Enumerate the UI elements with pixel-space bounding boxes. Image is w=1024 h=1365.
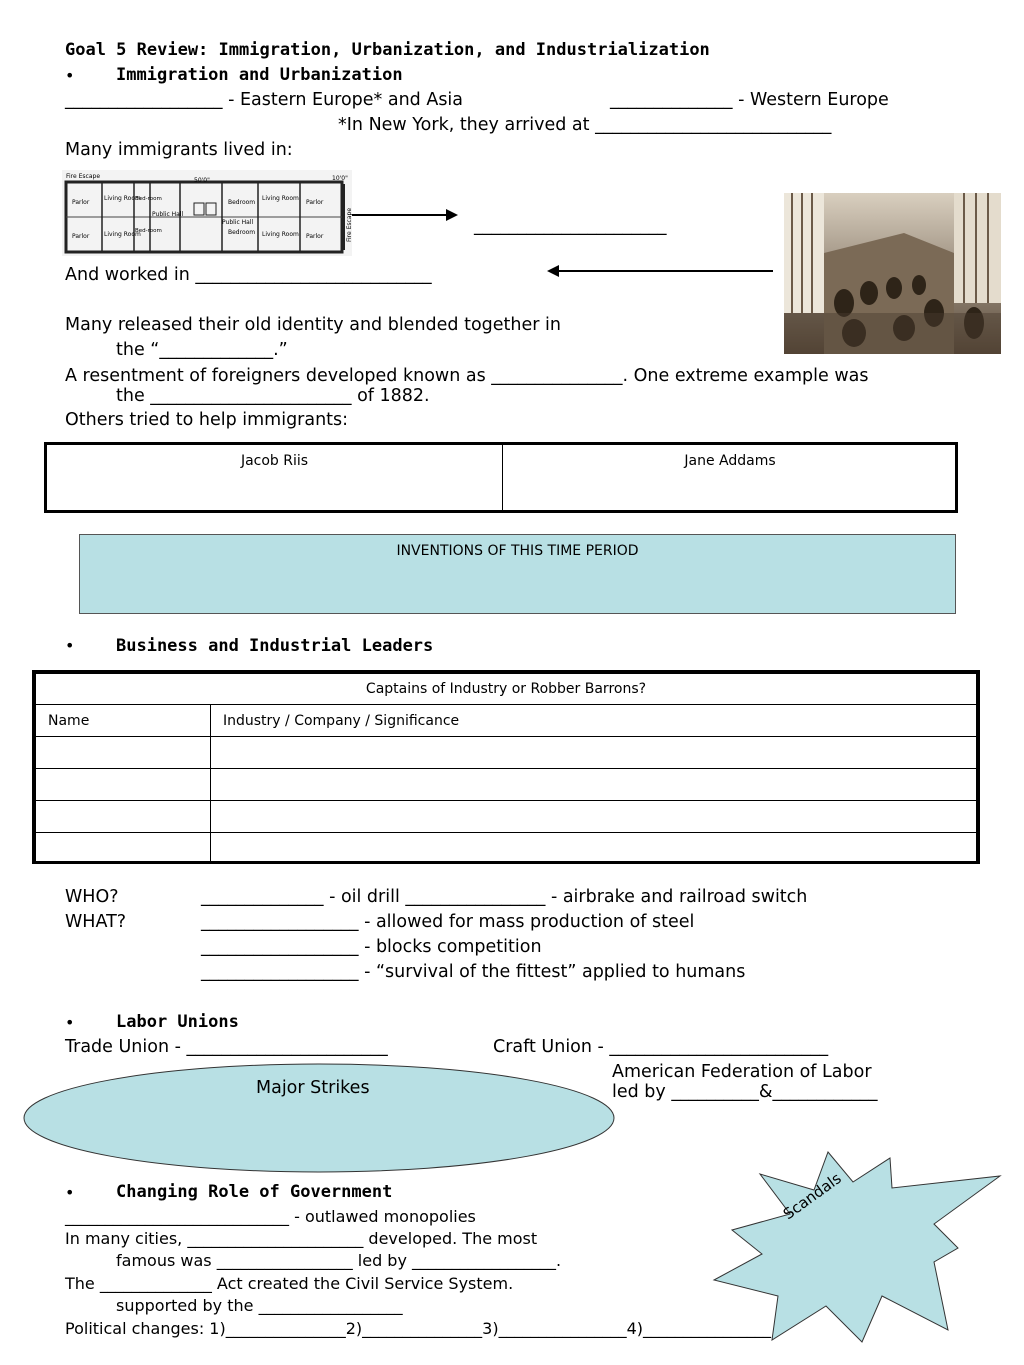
bullet: • (65, 1013, 75, 1032)
western-europe-line: ______________ - Western Europe (610, 90, 889, 110)
trade-union-line: Trade Union - _______________________ (65, 1037, 388, 1057)
table-cell (36, 737, 211, 769)
floorplan-public-hall-label: Public Hall (222, 219, 254, 226)
major-strikes-label: Major Strikes (256, 1078, 370, 1098)
floorplan-parlor-label: Parlor (72, 233, 90, 240)
floorplan-parlor-label: Parlor (306, 199, 324, 206)
section-heading-business: Business and Industrial Leaders (116, 636, 434, 656)
political-machines-line-2: famous was _________________ led by __________________. (116, 1251, 562, 1270)
nativism-line-2: the _______________________ of 1882. (116, 386, 430, 406)
table-cell (211, 737, 977, 769)
floorplan-living-room-label: Living Room (104, 195, 141, 202)
helpers-table (44, 442, 958, 513)
section-heading-labor: Labor Unions (116, 1012, 239, 1032)
floorplan-fire-escape-side-label: Fire Escape (346, 207, 353, 242)
melting-pot-line-2: the “_____________.” (116, 340, 288, 360)
section-heading-government: Changing Role of Government (116, 1182, 393, 1202)
table-cell (211, 801, 977, 833)
floorplan-bedroom-full-label: Bedroom (228, 229, 256, 236)
nativism-line-1: A resentment of foreigners developed known as _______________. One extreme example was (65, 366, 869, 386)
melting-pot-line-1: Many released their old identity and blended together in (65, 315, 561, 335)
lived-in-line: Many immigrants lived in: (65, 140, 293, 160)
floorplan-bedroom-full-label: Bedroom (228, 199, 256, 206)
new-york-line: *In New York, they arrived at ___________________________ (338, 115, 832, 135)
table-cell (211, 833, 977, 863)
table-cell (36, 769, 211, 801)
afl-line-1: American Federation of Labor (612, 1062, 872, 1082)
floorplan-depth-label: 10'0" (332, 175, 348, 182)
floorplan-living-room-label: Living Room (104, 231, 141, 238)
helper-jacob-riis: Jacob Riis (240, 453, 309, 469)
floorplan-bedroom-label: Bed-room (135, 228, 162, 234)
what-line: __________________ - “survival of the fittest” applied to humans (201, 962, 746, 982)
floorplan-parlor-label: Parlor (72, 199, 90, 206)
eastern-europe-line: __________________ - Eastern Europe* and Asia (65, 90, 464, 110)
inventions-title: INVENTIONS OF THIS TIME PERIOD (396, 543, 639, 559)
who-label: WHO? (65, 887, 119, 907)
table-cell (36, 833, 211, 863)
leaders-table-title: Captains of Industry or Robber Barrons? (36, 674, 977, 705)
what-line: __________________ - blocks competition (201, 937, 542, 957)
scandals-label: Scandals (779, 1169, 845, 1224)
table-cell (36, 801, 211, 833)
civil-service-line: The ______________ Act created the Civil Service System. (65, 1274, 514, 1293)
bullet: • (65, 1183, 75, 1202)
bullet: • (65, 66, 75, 85)
arrow-right-icon (352, 207, 460, 223)
helper-jane-addams: Jane Addams (684, 453, 776, 469)
helpers-divider (502, 445, 503, 510)
floorplan-living-room-label: Living Room (262, 231, 299, 238)
floorplan-living-room-label: Living Room (262, 195, 299, 202)
worked-in-line: And worked in ___________________________ (65, 265, 432, 285)
col-header-industry: Industry / Company / Significance (211, 705, 977, 737)
floorplan-fire-escape-label: Fire Escape (66, 173, 101, 180)
col-header-name: Name (36, 705, 211, 737)
scandals-starburst (712, 1130, 1002, 1345)
floorplan-public-hall-label: Public Hall (152, 211, 184, 218)
craft-union-line: Craft Union - _________________________ (493, 1037, 829, 1057)
afl-line-2: led by __________&____________ (612, 1082, 878, 1102)
page-title: Goal 5 Review: Immigration, Urbanization, and Industrialization (65, 40, 710, 60)
floorplan-bedroom-label: Bed-room (135, 196, 162, 202)
inventions-box (79, 534, 956, 614)
political-machines-line-1: In many cities, ______________________ developed. The most (65, 1229, 538, 1248)
what-label: WHAT? (65, 912, 127, 932)
what-line: __________________ - allowed for mass production of steel (201, 912, 695, 932)
sweatshop-photo (784, 193, 1001, 354)
leaders-table (32, 670, 980, 864)
political-changes-line: Political changes: 1)_______________2)_______________3)________________4)________________ (65, 1319, 771, 1338)
table-cell (211, 769, 977, 801)
supported-by-line: supported by the __________________ (116, 1296, 403, 1315)
antitrust-line: ____________________________ - outlawed monopolies (65, 1207, 476, 1226)
tenement-floorplan-image (62, 170, 352, 256)
who-line: ______________ - oil drill ________________ - airbrake and railroad switch (201, 887, 808, 907)
bullet: • (65, 636, 75, 655)
floorplan-width-label: 50'0" (194, 177, 210, 184)
others-helped-line: Others tried to help immigrants: (65, 410, 349, 430)
leaders-table-grid (35, 673, 977, 863)
tenement-blank: ______________________ (474, 216, 667, 236)
arrow-left-icon (545, 263, 775, 279)
floorplan-parlor-label: Parlor (306, 233, 324, 240)
section-heading-immigration: Immigration and Urbanization (116, 65, 403, 85)
